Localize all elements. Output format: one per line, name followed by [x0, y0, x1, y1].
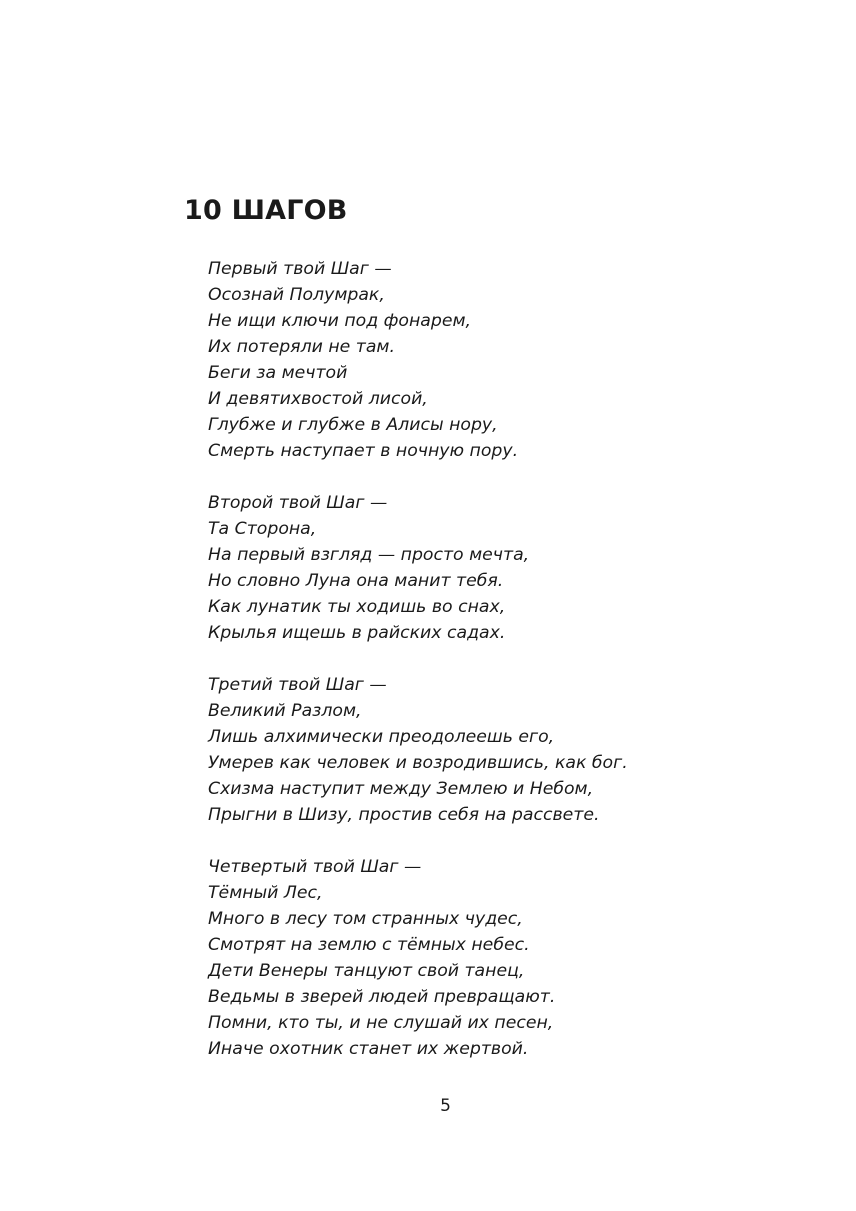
poem-line: Великий Разлом, [208, 701, 362, 721]
poem-line: Много в лесу том странных чудес, [208, 909, 523, 929]
poem-line: На первый взгляд — просто мечта, [208, 545, 530, 565]
stanza-3 [208, 672, 628, 828]
poem-line: Смерть наступает в ночную пору. [208, 441, 519, 461]
poem-line: Глубже и глубже в Алисы нору, [208, 415, 498, 435]
stanza-4 [208, 854, 628, 1062]
poem-line: Но словно Луна она манит тебя. [208, 571, 504, 591]
poem-line: Ведьмы в зверей людей превращают. [208, 987, 556, 1007]
poem-line: Помни, кто ты, и не слушай их песен, [208, 1013, 554, 1033]
poem-line: Осознай Полумрак, [208, 285, 385, 305]
stanza-1 [208, 256, 628, 464]
poem-line: Лишь алхимически преодолеешь его, [208, 727, 555, 747]
poem-line: Смотрят на землю с тёмных небес. [208, 935, 530, 955]
page-title: 10 ШАГОВ [184, 195, 348, 226]
page-number: 5 [440, 1096, 451, 1116]
poem-line: Третий твой Шаг — [208, 675, 387, 695]
poem-line: Прыгни в Шизу, простив себя на рассвете. [208, 805, 600, 825]
poem-line: Первый твой Шаг — [208, 259, 392, 279]
poem-line: Та Сторона, [208, 519, 317, 539]
poem-line: И девятихвостой лисой, [208, 389, 428, 409]
poem [208, 256, 628, 1088]
poem-line: Крылья ищешь в райских садах. [208, 623, 506, 643]
poem-line: Умерев как человек и возродившись, как бог. [208, 753, 628, 773]
poem-line: Как лунатик ты ходишь во снах, [208, 597, 506, 617]
poem-line: Их потеряли не там. [208, 337, 395, 357]
poem-line: Дети Венеры танцуют свой танец, [208, 961, 525, 981]
poem-line: Схизма наступит между Землею и Небом, [208, 779, 594, 799]
poem-line: Иначе охотник станет их жертвой. [208, 1039, 529, 1059]
poem-line: Четвертый твой Шаг — [208, 857, 422, 877]
poem-line: Не ищи ключи под фонарем, [208, 311, 471, 331]
poem-line: Беги за мечтой [208, 363, 348, 383]
poem-line: Тёмный Лес, [208, 883, 323, 903]
poem-line: Второй твой Шаг — [208, 493, 388, 513]
stanza-2 [208, 490, 628, 646]
